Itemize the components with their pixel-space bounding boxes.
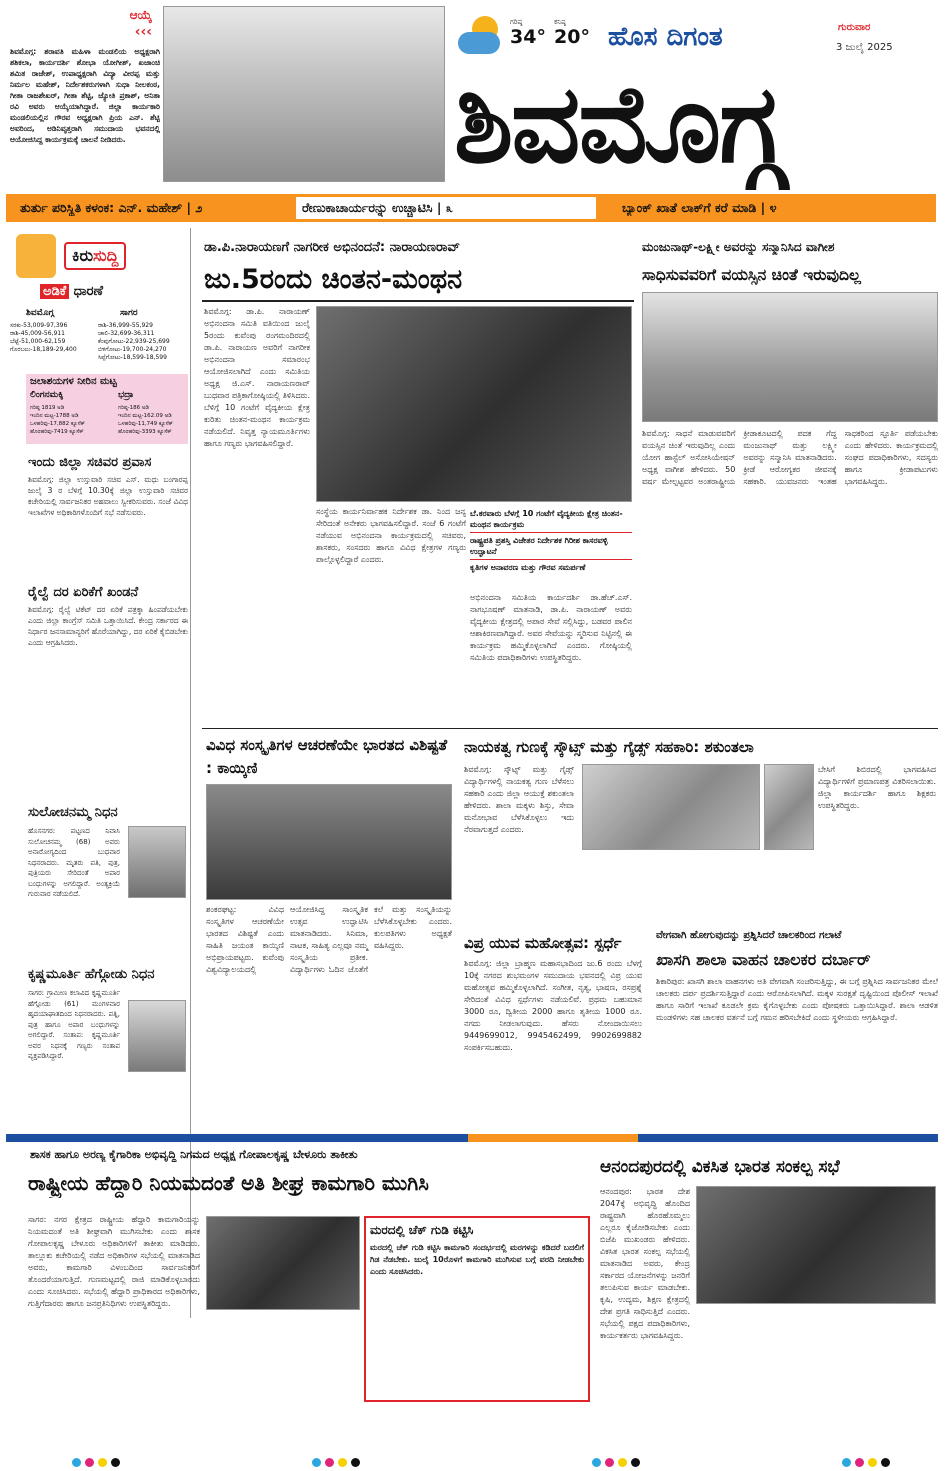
obituary-title: ಕೃಷ್ಣಮೂರ್ತಿ ಹೆಗ್ಗೋಡು ನಿಧನ <box>28 967 155 982</box>
hand-icon <box>16 234 56 278</box>
registration-marks <box>840 1452 892 1471</box>
right-photo <box>642 292 938 422</box>
lead-kicker: ಡಾ.ಪಿ.ನಾರಾಯಣಗೆ ನಾಗರೀಕ ಅಭಿನಂದನೆ: ನಾರಾಯಣರಾವ್ <box>204 240 461 255</box>
city-title: ಶಿವಮೊಗ್ಗ <box>454 62 782 187</box>
registration-marks <box>590 1452 642 1471</box>
obituary-portrait <box>128 1000 186 1072</box>
sidebar-story-text: ಶಿವಮೊಗ್ಗ: ಜಿಲ್ಲಾ ಉಸ್ತುವಾರಿ ಸಚಿವ ಎಸ್. ಮಧು ಬಂಗಾರಪ್ಪ ಜುಲೈ 3 ರ ಬೆಳಿಗ್ಗೆ 10.30ಕ್ಕೆ ಜಿಲ್ಲಾ ಉಸ್ತುವಾರಿ ಸಚಿವರ ಕಚೇರಿಯಲ್ಲಿ ಸಾರ್ವಜನಿಕರ ಅಹವಾಲು ಸ್ವೀಕರಿಸುವರು. ಸಂಜೆ ವಿವಿಧ ಇಲಾಖೆಗಳ ಅಧಿಕಾರಿಗಳೊಂದಿಗೆ ಸಭೆ ನಡೆಸುವರು. <box>28 475 188 517</box>
scouts-headline: ನಾಯಕತ್ವ ಗುಣಕ್ಕೆ ಸ್ಕೌಟ್ಸ್ ಮತ್ತು ಗೈಡ್ಸ್ ಸಹಕಾರಿ: ಶಕುಂತಲಾ <box>464 738 754 756</box>
highway-kicker: ಶಾಸಕ ಹಾಗೂ ಅರಣ್ಯ ಕೈಗಾರಿಕಾ ಅಭಿವೃದ್ಧಿ ನಿಗಮದ ಅಧ್ಯಕ್ಷ ಗೋಪಾಲಕೃಷ್ಣ ಬೇಳೂರು ತಾಕೀತು <box>30 1148 358 1161</box>
dam-right-rows: ಗರಿಷ್ಠ-186 ಅಡಿ ಇಂದಿನ ಮಟ್ಟ-162.09 ಅಡಿ ಒಳಹರಿವು-11,749 ಕ್ಯೂಸೆಕ್ ಹೊರಹರಿವು-3393 ಕ್ಯೂಸೆಕ್ <box>118 405 173 435</box>
highway-box: ಮರದಲ್ಲಿ ಚೆಕ್ ಗುಡಿ ಕಟ್ಟಿಸಿ ಮರದಲ್ಲಿ ಚೆಕ್ ಗುಡಿ ಕಟ್ಟಿಸಿ ಕಾಮಗಾರಿ ಸಂದರ್ಭದಲ್ಲಿ ಮರಗಳನ್ನು ಕಡಿದರೆ ಬದಲಿಗೆ ಗಿಡ ನೆಡಬೇಕು. ಜುಲೈ 10ರೊಳಗೆ ಕಾಮಗಾರಿ ಮುಗಿಸುವ ಬಗ್ಗೆ ವರದಿ ನೀಡಬೇಕು ಎಂದು ಸೂಚಿಸಿದರು. <box>364 1216 590 1402</box>
market-right-label: ಸಾಗರ <box>120 308 138 318</box>
right-kicker: ಮಂಜುನಾಥ್-ಲಕ್ಷ್ಮೀ ಅವರನ್ನು ಸನ್ಮಾನಿಸಿದ ವಾಗೀಶ <box>642 240 835 254</box>
price-list-left: ಸರಕು-53,009-97,396 ರಾಶಿ-45,009-56,911 ಬೆಟ್ಟೆ-51,000-62,159 ಗೊರಬಲು-18,189-29,400 <box>10 322 77 353</box>
divider <box>202 300 634 302</box>
section-color-bar <box>6 1134 468 1142</box>
dam-left-rows: ಗರಿಷ್ಠ 1819 ಅಡಿ ಇಂದಿನ ಮಟ್ಟ-1788 ಅಡಿ ಒಳಹರಿವು-17,882 ಕ್ಯೂಸೆಕ್ ಹೊರಹರಿವು-7419 ಕ್ಯೂಸೆಕ್ <box>30 405 85 435</box>
arecanut-title: ಅಡಿಕೆ ಧಾರಣೆ <box>40 284 103 299</box>
anandapura-photo <box>696 1186 936 1304</box>
section-color-bar <box>638 1134 938 1142</box>
sidebar-story-title: ರೈಲ್ವೆ ದರ ಏರಿಕೆಗೆ ಖಂಡನೆ <box>28 585 139 600</box>
lead-text: ಸಂಸ್ಥೆಯ ಕಾರ್ಯನಿರ್ವಾಹಕ ನಿರ್ದೇಶಕ ಡಾ. ನಿಂದ ಜನ್ಯ ಸೇರಿದಂತೆ ಅನೇಕರು ಭಾಗವಹಿಸಲಿದ್ದಾರೆ. ಸಂಜೆ 6 ಗಂಟೆಗೆ ನಡೆಯುವ ಅಭಿನಂದನಾ ಕಾರ್ಯಕ್ರಮದಲ್ಲಿ ಸಚಿವರು, ಶಾಸಕರು, ಸಂಸದರು ಹಾಗೂ ವಿವಿಧ ಕ್ಷೇತ್ರಗಳ ಗಣ್ಯರು ಪಾಲ್ಗೊಳ್ಳಲಿದ್ದಾರೆ ಎಂದರು. <box>316 507 466 564</box>
issue-day: ಗುರುವಾರ <box>838 22 871 33</box>
obituary-text: ಸಾಗರ: ಗ್ರಾಮೀಣ ಕಲಾವಿದ ಕೃಷ್ಣಮೂರ್ತಿ ಹೆಗ್ಗೋಡು (61) ಮಂಗಳವಾರ ಹೃದಯಾಘಾತದಿಂದ ನಿಧನರಾದರು. ಪತ್ನಿ, ಪುತ್ರ ಹಾಗೂ ಅಪಾರ ಬಂಧುಗಳನ್ನು ಅಗಲಿದ್ದಾರೆ. ಸಂತಾಪ: ಕೃಷ್ಣಮೂರ್ತಿ ಅವರ ನಿಧನಕ್ಕೆ ಗಣ್ಯರು ಸಂತಾಪ ವ್ಯಕ್ತಪಡಿಸಿದ್ದಾರೆ. <box>28 989 120 1060</box>
lead-text: ಅಭಿನಂದನಾ ಸಮಿತಿಯ ಕಾರ್ಯದರ್ಶಿ ಡಾ.ಹೆಚ್.ಎಸ್. ನಾಗಭೂಷಣ್ ಮಾತನಾಡಿ, ಡಾ.ಪಿ. ನಾರಾಯಣ್ ಅವರು ವೈದ್ಯಕೀಯ ಕ್ಷೇತ್ರದಲ್ಲಿ ಅಪಾರ ಸೇವೆ ಸಲ್ಲಿಸಿದ್ದು, ಬಡವರ ಪಾಲಿನ ಆಶಾಕಿರಣವಾಗಿದ್ದಾರೆ. ಅವರ ಸೇವೆಯನ್ನು ಸ್ಮರಿಸುವ ನಿಟ್ಟಿನಲ್ಲಿ ಈ ಕಾರ್ಯಕ್ರಮ ಹಮ್ಮಿಕೊಳ್ಳಲಾಗಿದೆ ಎಂದರು. ಗೋಷ್ಠಿಯಲ್ಲಿ ಸಮಿತಿಯ ಪದಾಧಿಕಾರಿಗಳು ಉಪಸ್ಥಿತರಿದ್ದರು. <box>470 593 632 662</box>
bus-text: ಶಿಕಾರಿಪುರ: ಖಾಸಗಿ ಶಾಲಾ ವಾಹನಗಳು ಅತಿ ವೇಗವಾಗಿ ಸಂಚರಿಸುತ್ತಿದ್ದು, ಈ ಬಗ್ಗೆ ಪ್ರಶ್ನಿಸಿದ ಸಾರ್ವಜನಿಕರ ಮೇಲೆ ಚಾಲಕರು ದರ್ಪ ಪ್ರದರ್ಶಿಸುತ್ತಿದ್ದಾರೆ ಎಂದು ಆರೋಪಿಸಲಾಗಿದೆ. ಮಕ್ಕಳ ಸುರಕ್ಷತೆ ದೃಷ್ಟಿಯಿಂದ ಪೊಲೀಸ್ ಇಲಾಖೆ ಹಾಗೂ ಸಾರಿಗೆ ಇಲಾಖೆ ಕೂಡಲೇ ಕ್ರಮ ಕೈಗೊಳ್ಳಬೇಕು ಎಂದು ಪೋಷಕರು ಒತ್ತಾಯಿಸಿದ್ದಾರೆ. ಶಾಲಾ ಆಡಳಿತ ಮಂಡಳಿಗಳು ಸಹ ಚಾಲಕರ ವರ್ತನೆ ಬಗ್ಗೆ ಗಮನ ಹರಿಸಬೇಕಿದೆ ಎಂದು ಸ್ಥಳೀಯರು ಆಗ್ರಹಿಸಿದ್ದಾರೆ. <box>656 977 938 1022</box>
highway-text <box>364 1406 590 1448</box>
issue-date: 3 ಜುಲೈ 2025 <box>836 42 893 53</box>
top-story-photo <box>163 6 445 182</box>
scouts-photo <box>582 764 760 850</box>
sidebar-story-text: ಶಿವಮೊಗ್ಗ: ರೈಲ್ವೆ ಟಿಕೆಟ್ ದರ ಏರಿಕೆ ಪತ್ರಕ್ಕಾ ಹಿಂಪಡೆಯಬೇಕು ಎಂದು ಜಿಲ್ಲಾ ಕಾಂಗ್ರೆಸ್ ಸಮಿತಿ ಒತ್ತಾಯಿಸಿದೆ. ಕೇಂದ್ರ ಸರ್ಕಾರದ ಈ ನಿರ್ಧಾರ ಜನಸಾಮಾನ್ಯರಿಗೆ ಹೊರೆಯಾಗಿದ್ದು, ದರ ಏರಿಕೆ ಕೈಬಿಡಬೇಕು ಎಂದು ಆಗ್ರಹಿಸಿದರು. <box>28 605 188 647</box>
bus-kicker: ವೇಗವಾಗಿ ಹೋಗುವುದನ್ನು ಪ್ರಶ್ನಿಸಿದರೆ ಚಾಲಕರಿಂದ ಗಲಾಟೆ <box>656 930 842 941</box>
youth-text: ಶಿವಮೊಗ್ಗ: ಜಿಲ್ಲಾ ಬ್ರಾಹ್ಮಣ ಮಹಾಸಭಾದಿಂದ ಜು.6 ರಂದು ಬೆಳಗ್ಗೆ 10ಕ್ಕೆ ನಗರದ ಶುಭಮಂಗಳ ಸಮುದಾಯ ಭವನದಲ್ಲಿ ವಿಪ್ರ ಯುವ ಮಹೋತ್ಸವ ಹಮ್ಮಿಕೊಳ್ಳಲಾಗಿದೆ. ಸಂಗೀತ, ನೃತ್ಯ, ಭಾಷಣ, ರಸಪ್ರಶ್ನೆ ಸೇರಿದಂತೆ ವಿವಿಧ ಸ್ಪರ್ಧೆಗಳು ನಡೆಯಲಿವೆ. ಪ್ರಥಮ ಬಹುಮಾನ 3000 ರೂ, ದ್ವಿತೀಯ 2000 ಹಾಗೂ ತೃತೀಯ 1000 ರೂ. ನಗದು ನೀಡಲಾಗುವುದು. ಹೆಸರು ನೋಂದಾಯಿಸಲು 9449699012, 9945462499, 9902699882 ಸಂಪರ್ಕಿಸಬಹುದು. <box>464 959 642 1052</box>
market-left-label: ಶಿವಮೊಗ್ಗ <box>26 308 54 318</box>
obituary-title: ಸುಲೋಚನಮ್ಮ ನಿಧನ <box>28 805 118 820</box>
lead-highlight-box: ಬೆ.ಕರವಾರು ಬೆಳಗ್ಗೆ 10 ಗಂಟೆಗೆ ವೈದ್ಯಕೀಯ ಕ್ಷೇತ್ರ ಚಿಂತನ-ಮಂಥನ ಕಾರ್ಯಕ್ರಮ ರಾಷ್ಟ್ರಪತಿ ಪ್ರಶಸ್ತಿ ವಿಜೇತರ ನಿರ್ದೇಶಕ ಗಿರೀಶ ಕಾಸರವಳ್ಳಿ ಉದ್ಘಾಟನೆ ಕೃತಿಗಳ ಅನಾವರಣ ಮತ್ತು ಗೌರವ ಸಮರ್ಪಣೆ <box>470 506 632 586</box>
obituary-text: ಹೊಸನಗರ: ಪಟ್ಟಣದ ನಿವಾಸಿ ಸುಲೋಚನಮ್ಮ (68) ಅವರು ಅನಾರೋಗ್ಯದಿಂದ ಬುಧವಾರ ನಿಧನರಾದರು. ಮೃತರು ಪತಿ, ಪುತ್ರ, ಪುತ್ರಿಯರು ಸೇರಿದಂತೆ ಅಪಾರ ಬಂಧುಗಳನ್ನು ಅಗಲಿದ್ದಾರೆ. ಅಂತ್ಯಕ್ರಿಯೆ ಗುರುವಾರ ನಡೆಯಲಿದೆ. <box>28 827 120 898</box>
scouts-text: ಬೇಸಿಗೆ ಶಿಬಿರದಲ್ಲಿ ಭಾಗವಹಿಸಿದ ವಿದ್ಯಾರ್ಥಿಗಳಿಗೆ ಪ್ರಮಾಣಪತ್ರ ವಿತರಿಸಲಾಯಿತು. ಜಿಲ್ಲಾ ಕಾರ್ಯದರ್ಶಿ ಹಾಗೂ ಶಿಕ್ಷಕರು ಉಪಸ್ಥಿತರಿದ್ದರು. <box>818 765 936 810</box>
anandapura-text: ಆನಂದಪುರ: ಭಾರತ ದೇಶ 2047ಕ್ಕೆ ಅಭಿವೃದ್ಧಿ ಹೊಂದಿದ ರಾಷ್ಟ್ರವಾಗಿ ಹೊರಹೊಮ್ಮಲು ಎಲ್ಲರೂ ಕೈಜೋಡಿಸಬೇಕು ಎಂದು ಬಿಜೆಪಿ ಮುಖಂಡರು ಹೇಳಿದರು. ವಿಕಸಿತ ಭಾರತ ಸಂಕಲ್ಪ ಸಭೆಯಲ್ಲಿ ಮಾತನಾಡಿದ ಅವರು, ಕೇಂದ್ರ ಸರ್ಕಾರದ ಯೋಜನೆಗಳನ್ನು ಜನರಿಗೆ ತಲುಪಿಸುವ ಕಾರ್ಯ ಮಾಡಬೇಕು. ಕೃಷಿ, ಉದ್ಯಮ, ಶಿಕ್ಷಣ ಕ್ಷೇತ್ರದಲ್ಲಿ ದೇಶ ಪ್ರಗತಿ ಸಾಧಿಸುತ್ತಿದೆ ಎಂದರು. ಸಭೆಯಲ್ಲಿ ಪಕ್ಷದ ಪದಾಧಿಕಾರಿಗಳು, ಕಾರ್ಯಕರ್ತರು ಭಾಗವಹಿಸಿದ್ದರು. <box>600 1187 690 1340</box>
highway-photo <box>206 1216 360 1310</box>
scouts-photo <box>764 764 814 850</box>
highway-text: ಸಾಗರ: ನಗರ ಕ್ಷೇತ್ರದ ರಾಷ್ಟ್ರೀಯ ಹೆದ್ದಾರಿ ಕಾಮಗಾರಿಯನ್ನು ನಿಯಮದಂತೆ ಅತಿ ಶೀಘ್ರವಾಗಿ ಮುಗಿಸಬೇಕು ಎಂದು ಶಾಸಕ ಗೋಪಾಲಕೃಷ್ಣ ಬೇಳೂರು ಅಧಿಕಾರಿಗಳಿಗೆ ತಾಕೀತು ಮಾಡಿದರು. ತಾಲ್ಲೂಕು ಕಚೇರಿಯಲ್ಲಿ ನಡೆದ ಅಧಿಕಾರಿಗಳ ಸಭೆಯಲ್ಲಿ ಮಾತನಾಡಿದ ಅವರು, ಕಾಮಗಾರಿ ವಿಳಂಬದಿಂದ ಸಾರ್ವಜನಿಕರಿಗೆ ತೊಂದರೆಯಾಗುತ್ತಿದೆ. ಗುಣಮಟ್ಟದಲ್ಲಿ ರಾಜಿ ಮಾಡಿಕೊಳ್ಳಬಾರದು ಎಂದು ಸೂಚಿಸಿದರು. ಸಭೆಯಲ್ಲಿ ಹೆದ್ದಾರಿ ಪ್ರಾಧಿಕಾರದ ಅಧಿಕಾರಿಗಳು, ಗುತ್ತಿಗೆದಾರರು ಹಾಗೂ ಜನಪ್ರತಿನಿಧಿಗಳು ಉಪಸ್ಥಿತರಿದ್ದರು. <box>28 1215 200 1308</box>
highway-headline: ರಾಷ್ಟ್ರೀಯ ಹೆದ್ದಾರಿ ನಿಯಮದಂತೆ ಅತಿ ಶೀಘ್ರ ಕಾಮಗಾರಿ ಮುಗಿಸಿ <box>28 1171 429 1195</box>
section-color-bar <box>468 1134 638 1142</box>
ticker-item[interactable]: ರೇಣುಕಾಚಾರ್ಯರನ್ನು ಉಚ್ಚಾಟಿಸಿ | ೩ <box>296 197 596 219</box>
lead-text: ಶಿವಮೊಗ್ಗ: ಡಾ.ಪಿ. ನಾರಾಯಣ್ ಅಭಿನಂದನಾ ಸಮಿತಿ ವತಿಯಿಂದ ಜುಲೈ 5ರಂದು ಕುವೆಂಪು ರಂಗಮಂದಿರದಲ್ಲಿ ಡಾ.ಪಿ. ನಾರಾಯಣ ಅವರಿಗೆ ನಾಗರೀಕ ಅಭಿನಂದನಾ ಸಮಾರಂಭ ಆಯೋಜಿಸಲಾಗಿದೆ ಎಂದು ಸಮಿತಿಯ ಅಧ್ಯಕ್ಷ ಜಿ.ಎಸ್. ನಾರಾಯಣರಾವ್ ಬುಧವಾರ ಪತ್ರಿಕಾಗೋಷ್ಠಿಯಲ್ಲಿ ತಿಳಿಸಿದರು. ಬೆಳಿಗ್ಗೆ 10 ಗಂಟೆಗೆ ವೈದ್ಯಕೀಯ ಕ್ಷೇತ್ರ ಕುರಿತು ಚಿಂತನ-ಮಂಥನ ಕಾರ್ಯಕ್ರಮ ನಡೆಯಲಿದೆ. ನಿವೃತ್ತ ನ್ಯಾಯಮೂರ್ತಿಗಳು ಹಾಗೂ ಗಣ್ಯರು ಭಾಗವಹಿಸಲಿದ್ದಾರೆ. <box>204 307 310 448</box>
brand-logo: ಹೊಸ ದಿಗಂತ <box>608 22 723 52</box>
brief-title: ಕಿರುಸುದ್ದಿ <box>64 242 126 270</box>
culture-text: ಶಂಕರಘಟ್ಟ: ವಿವಿಧ ಸಂಸ್ಕೃತಿಗಳ ಆಚರಣೆಯೇ ಭಾರತದ ವಿಶಿಷ್ಟತೆ ಎಂದು ಸಾಹಿತಿ ಜಯಂತ ಕಾಯ್ಕಿಣಿ ಅಭಿಪ್ರಾಯಪಟ್ಟರು. ಕುವೆಂಪು ವಿಶ್ವವಿದ್ಯಾಲಯದಲ್ಲಿ ಆಯೋಜಿಸಿದ್ದ ಸಾಂಸ್ಕೃತಿಕ ಉತ್ಸವ ಉದ್ಘಾಟಿಸಿ ಮಾತನಾಡಿದರು. ಸಿನಿಮಾ, ನಾಟಕ, ಸಾಹಿತ್ಯ ಎಲ್ಲವೂ ನಮ್ಮ ಸಂಸ್ಕೃತಿಯ ಪ್ರತೀಕ. ವಿದ್ಯಾರ್ಥಿಗಳು ಓದಿನ ಜೊತೆಗೆ ಕಲೆ ಮತ್ತು ಸಂಸ್ಕೃತಿಯನ್ನು ಬೆಳೆಸಿಕೊಳ್ಳಬೇಕು ಎಂದರು. ಕುಲಪತಿಗಳು ಅಧ್ಯಕ್ಷತೆ ವಹಿಸಿದ್ದರು. <box>206 905 452 974</box>
divider <box>202 728 938 729</box>
registration-marks <box>70 1452 122 1471</box>
registration-marks <box>310 1452 362 1471</box>
right-headline: ಸಾಧಿಸುವವರಿಗೆ ವಯಸ್ಸಿನ ಚಿಂತೆ ಇರುವುದಿಲ್ಲ <box>642 266 861 284</box>
scouts-text: ಶಿವಮೊಗ್ಗ: ಸ್ಕೌಟ್ಸ್ ಮತ್ತು ಗೈಡ್ಸ್ ವಿದ್ಯಾರ್ಥಿಗಳಲ್ಲಿ ನಾಯಕತ್ವ ಗುಣ ಬೆಳೆಸಲು ಸಹಕಾರಿ ಎಂದು ಜಿಲ್ಲಾ ಆಯುಕ್ತೆ ಶಕುಂತಲಾ ಹೇಳಿದರು. ಶಾಲಾ ಮಕ್ಕಳು ಶಿಸ್ತು, ಸೇವಾ ಮನೋಭಾವ ಬೆಳೆಸಿಕೊಳ್ಳಲು ಇದು ನೆರವಾಗುತ್ತದೆ ಎಂದರು. <box>464 765 574 834</box>
chevron-icon: ‹‹‹ <box>134 24 152 40</box>
temp-min: ಕನಿಷ್ಠ 20° <box>554 18 590 48</box>
youth-headline: ವಿಪ್ರ ಯುವ ಮಹೋತ್ಸವ: ಸ್ಪರ್ಧೆ <box>464 934 622 952</box>
culture-headline: ವಿವಿಧ ಸಂಸ್ಕೃತಿಗಳ ಆಚರಣೆಯೇ ಭಾರತದ ವಿಶಿಷ್ಟತೆ : ಕಾಯ್ಕಿಣಿ <box>206 736 448 777</box>
top-story-text: ಶಿವಮೊಗ್ಗ: ಶರಾವತಿ ಮಹಿಳಾ ಮಂಡಲಿಯ ಅಧ್ಯಕ್ಷರಾಗಿ ಶಶಿಕಲಾ, ಕಾರ್ಯದರ್ಶಿ ಶೋಭಾ ಯೋಗೀಶ್, ಖಜಾಂಚಿ ಶಮಿತ ರಾಜೇಶ್, ಉಪಾಧ್ಯಕ್ಷರಾಗಿ ವಿದ್ಯಾ ವೀರಪ್ಪ ಮತ್ತು ನಿರ್ಮಲ ಮಹೇಶ್, ನಿರ್ದೇಶಕರುಗಳಾಗಿ ಸುಧಾ ನೀಲಕಂಠ, ಗೀತಾ ರಾಜಶೇಖರ್, ಗೀತಾ ಶೆಟ್ಟಿ, ಜ್ಯೋತಿ ಪ್ರಕಾಶ್, ಅನಿತಾ ರವಿ ಅವರು ಆಯ್ಕೆಯಾಗಿದ್ದಾರೆ. ಜಿಲ್ಲಾ ಕಾರ್ಯಕಾರಿ ಮಂಡಲಿಯಲ್ಲಿನ ಗೌರವ ಅಧ್ಯಕ್ಷರಾಗಿ ಪ್ರಿಯ ಎನ್. ಶೆಟ್ಟಿ ಅವರಿಂದ, ಅಡಿನಿವೃತ್ತರಾಗಿ ಸಮುದಾಯ ಭವನದಲ್ಲಿ ಆಯೋಜಿಸಿದ್ದ ಕಾರ್ಯಕ್ರಮಕ್ಕೆ ಚಾಲನೆ ನೀಡಿದರು. <box>10 47 160 144</box>
highway-text <box>206 1314 360 1448</box>
bus-headline: ಖಾಸಗಿ ಶಾಲಾ ವಾಹನ ಚಾಲಕರ ದರ್ಬಾರ್ <box>656 950 871 969</box>
obituary-text-continued <box>28 940 188 958</box>
price-list-right: ರಾಶಿ-36,999-55,929 ಚಾಲಿ-32,699-36,311 ಕೆಂಪುಗೋಟು-22,939-25,699 ಬಿಳಿಗೋಟು-19,700-24,270 ಸಿಪ್ಪೆಗೋಟು-18,599-18,599 <box>98 322 170 361</box>
lead-photo <box>316 306 632 502</box>
anandapura-headline: ಆನಂದಪುರದಲ್ಲಿ ವಿಕಸಿತ ಭಾರತ ಸಂಕಲ್ಪ ಸಭೆ <box>600 1157 840 1177</box>
obituary-portrait <box>128 826 186 898</box>
culture-photo <box>206 784 452 900</box>
weather-icon <box>458 16 504 58</box>
temp-max: ಗರಿಷ್ಠ 34° <box>510 18 546 48</box>
ticker-item[interactable]: ತುರ್ತು ಪರಿಸ್ಥಿತಿ ಕಳಂಕ: ಎನ್. ಮಹೇಶ್ | ೨ <box>20 200 203 215</box>
sidebar-story-title: ಇಂದು ಜಿಲ್ಲಾ ಸಚಿವರ ಪ್ರವಾಸ <box>28 455 152 470</box>
right-text: ಶಿವಮೊಗ್ಗ: ಸಾಧನೆ ಮಾಡುವವರಿಗೆ ವಯಸ್ಸಿನ ಚಿಂತೆ ಇರುವುದಿಲ್ಲ ಎಂದು ಯೋಗ ಹಾಸ್ಟೆಲ್ ಅಸೋಸಿಯೇಷನ್ ಅಧ್ಯಕ್ಷ ವಾಗೀಶ ಹೇಳಿದರು. 50 ವರ್ಷ ಮೇಲ್ಪಟ್ಟವರ ಅಂತರಾಷ್ಟ್ರೀಯ ಕ್ರೀಡಾಕೂಟದಲ್ಲಿ ಪದಕ ಗೆದ್ದ ಮಂಜುನಾಥ್ ಮತ್ತು ಲಕ್ಷ್ಮೀ ಅವರನ್ನು ಸನ್ಮಾನಿಸಿ ಮಾತನಾಡಿದರು. ಕ್ರೀಡೆ ಆರೋಗ್ಯಕರ ಜೀವನಕ್ಕೆ ಸಹಕಾರಿ. ಯುವಜನರು ಇಂತಹ ಸಾಧಕರಿಂದ ಸ್ಫೂರ್ತಿ ಪಡೆಯಬೇಕು ಎಂದು ಹೇಳಿದರು. ಕಾರ್ಯಕ್ರಮದಲ್ಲಿ ಸಂಘದ ಪದಾಧಿಕಾರಿಗಳು, ಸದಸ್ಯರು ಹಾಗೂ ಕ್ರೀಡಾಪಟುಗಳು ಭಾಗವಹಿಸಿದ್ದರು. <box>642 429 938 486</box>
reservoir-box: ಜಲಾಶಯಗಳ ನೀರಿನ ಮಟ್ಟ ಲಿಂಗನಮಕ್ಕಿ ಭದ್ರಾ ಗರಿಷ್ಠ 1819 ಅಡಿ ಇಂದಿನ ಮಟ್ಟ-1788 ಅಡಿ ಒಳಹರಿವು-17,882 ಕ್ಯೂಸೆಕ್ ಹೊರಹರಿವು-7419 ಕ್ಯೂಸೆಕ್ ಗರಿಷ್ಠ-186 ಅಡಿ ಇಂದಿನ ಮಟ್ಟ-162.09 ಅಡಿ ಒಳಹರಿವು-11,749 ಕ್ಯೂಸೆಕ್ ಹೊರಹರಿವು-3393 ಕ್ಯೂಸೆಕ್ <box>26 374 188 444</box>
top-story-kicker: ಆಯ್ಕೆ ‹‹‹ <box>129 8 152 40</box>
anandapura-text <box>696 1308 936 1448</box>
ticker-item[interactable]: ಬ್ಯಾಂಕ್ ಖಾತೆ ಲಾಕ್‌ಗೆ ಕರೆ ಮಾಡಿ | ೪ <box>622 200 777 215</box>
ticker-bar <box>6 194 936 222</box>
lead-headline: ಜು.5ರಂದು ಚಿಂತನ-ಮಂಥನ <box>204 264 463 295</box>
